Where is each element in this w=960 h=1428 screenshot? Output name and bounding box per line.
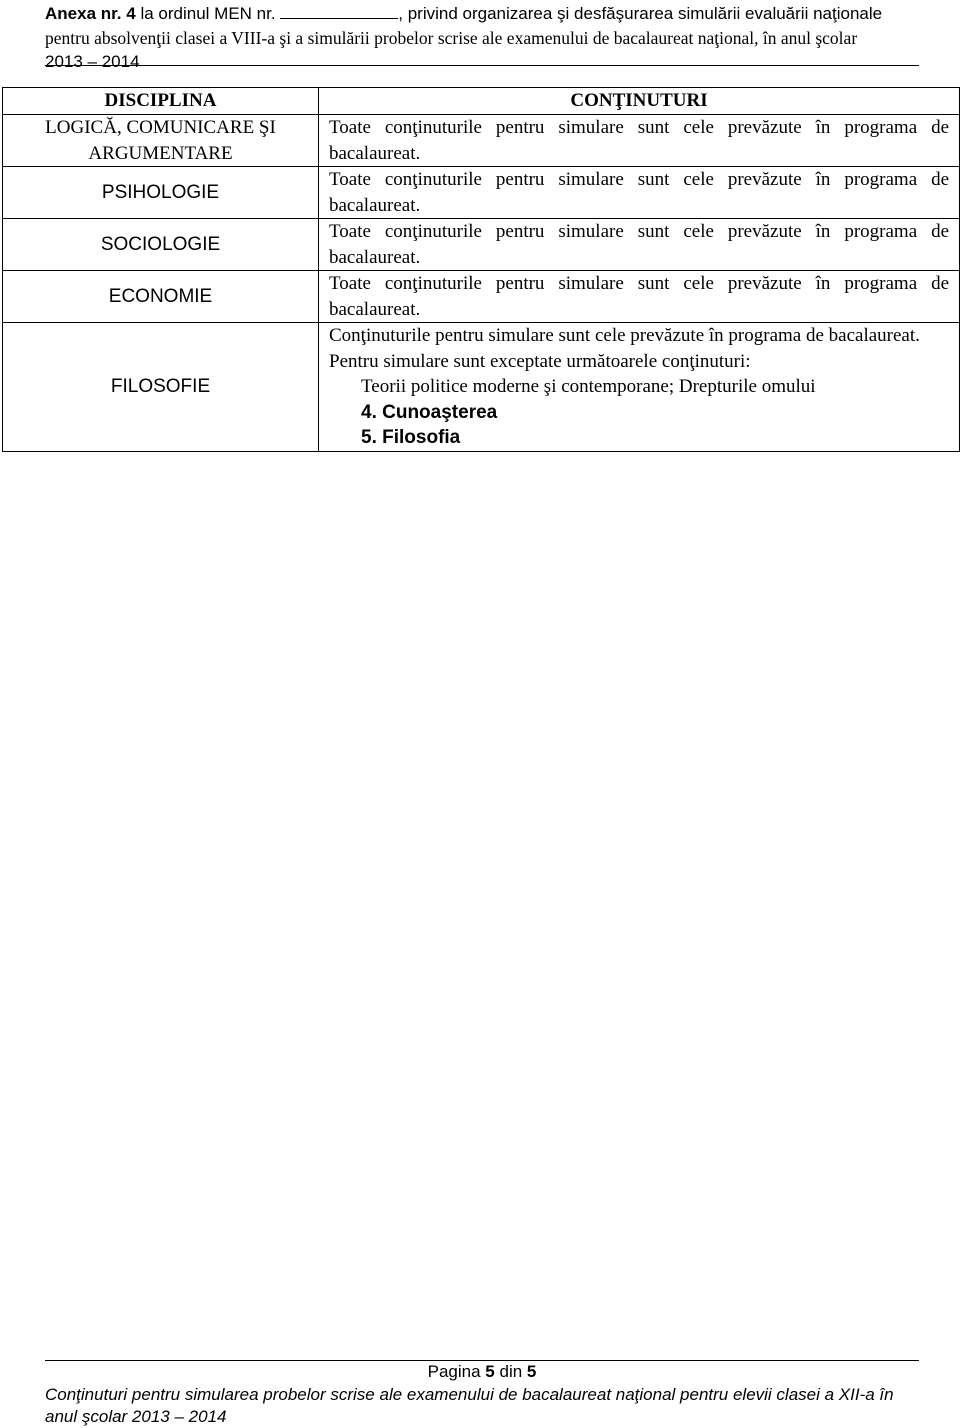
exception-item: 5. Filosofia: [361, 427, 461, 448]
header-school-year: 2013 – 2014: [45, 52, 140, 71]
contents-cell: Toate conţinuturile pentru simulare sunt cele prevăzute în programa de bacalaureat.: [319, 167, 960, 219]
table-row: [3, 219, 960, 271]
discipline-cell: LOGICĂ, COMUNICARE ŞI ARGUMENTARE: [3, 115, 319, 167]
discipline-cell: SOCIOLOGIE: [3, 219, 319, 271]
discipline-cell: FILOSOFIE: [3, 323, 319, 452]
contents-text: Conţinuturile pentru simulare sunt cele prevăzute în programa de bacalaureat.: [329, 325, 920, 346]
column-header-contents: CONŢINUTURI: [319, 88, 960, 115]
table-row: [3, 167, 960, 219]
header-line-1: [45, 2, 919, 26]
table-header-row: [3, 88, 960, 115]
footer-text: Conţinuturi pentru simularea probelor scrise ale examenului de bacalaureat naţional pentru elevii clasei a XII-a în anul şcolar 2013 – 2014: [45, 1385, 894, 1426]
column-header-discipline: DISCIPLINA: [3, 88, 319, 115]
footer-rule: [45, 1360, 919, 1361]
header-rule: [45, 65, 919, 66]
header-title-part1: , privind organizarea şi desfăşurarea simulării evaluării naţionale: [398, 4, 883, 23]
order-reference: la ordinul MEN nr.: [135, 4, 281, 23]
exception-item: 4. Cunoaşterea: [361, 401, 498, 423]
contents-table: [2, 87, 960, 452]
page-header: [45, 2, 919, 74]
table-row: [3, 115, 960, 167]
order-number-blank: [280, 3, 398, 19]
contents-cell: Toate conţinuturile pentru simulare sunt cele prevăzute în programa de bacalaureat.: [319, 115, 960, 167]
page-label: Pagina: [427, 1362, 486, 1381]
exceptions-intro: Pentru simulare sunt exceptate următoarele conţinuturi:: [329, 350, 751, 372]
table-row: [3, 271, 960, 323]
annex-number: Anexa nr. 4: [45, 4, 136, 23]
discipline-cell: ECONOMIE: [3, 271, 319, 323]
discipline-cell: PSIHOLOGIE: [3, 167, 319, 219]
page-number: [45, 1362, 919, 1382]
page-total: 5: [526, 1362, 537, 1381]
page-current: 5: [485, 1362, 495, 1381]
contents-cell: Toate conţinuturile pentru simulare sunt cele prevăzute în programa de bacalaureat.: [319, 219, 960, 271]
exception-item: Teorii politice moderne şi contemporane; Drepturile omului: [361, 376, 816, 397]
contents-cell: [319, 323, 960, 452]
contents-cell: Toate conţinuturile pentru simulare sunt cele prevăzute în programa de bacalaureat.: [319, 271, 960, 323]
table-row: [3, 323, 960, 452]
header-line-2: pentru absolvenţii clasei a VIII-a şi a simulării probelor scrise ale examenului de bacalaureat naţional, în anul şcolar: [45, 28, 858, 48]
page-separator: din: [494, 1362, 527, 1381]
